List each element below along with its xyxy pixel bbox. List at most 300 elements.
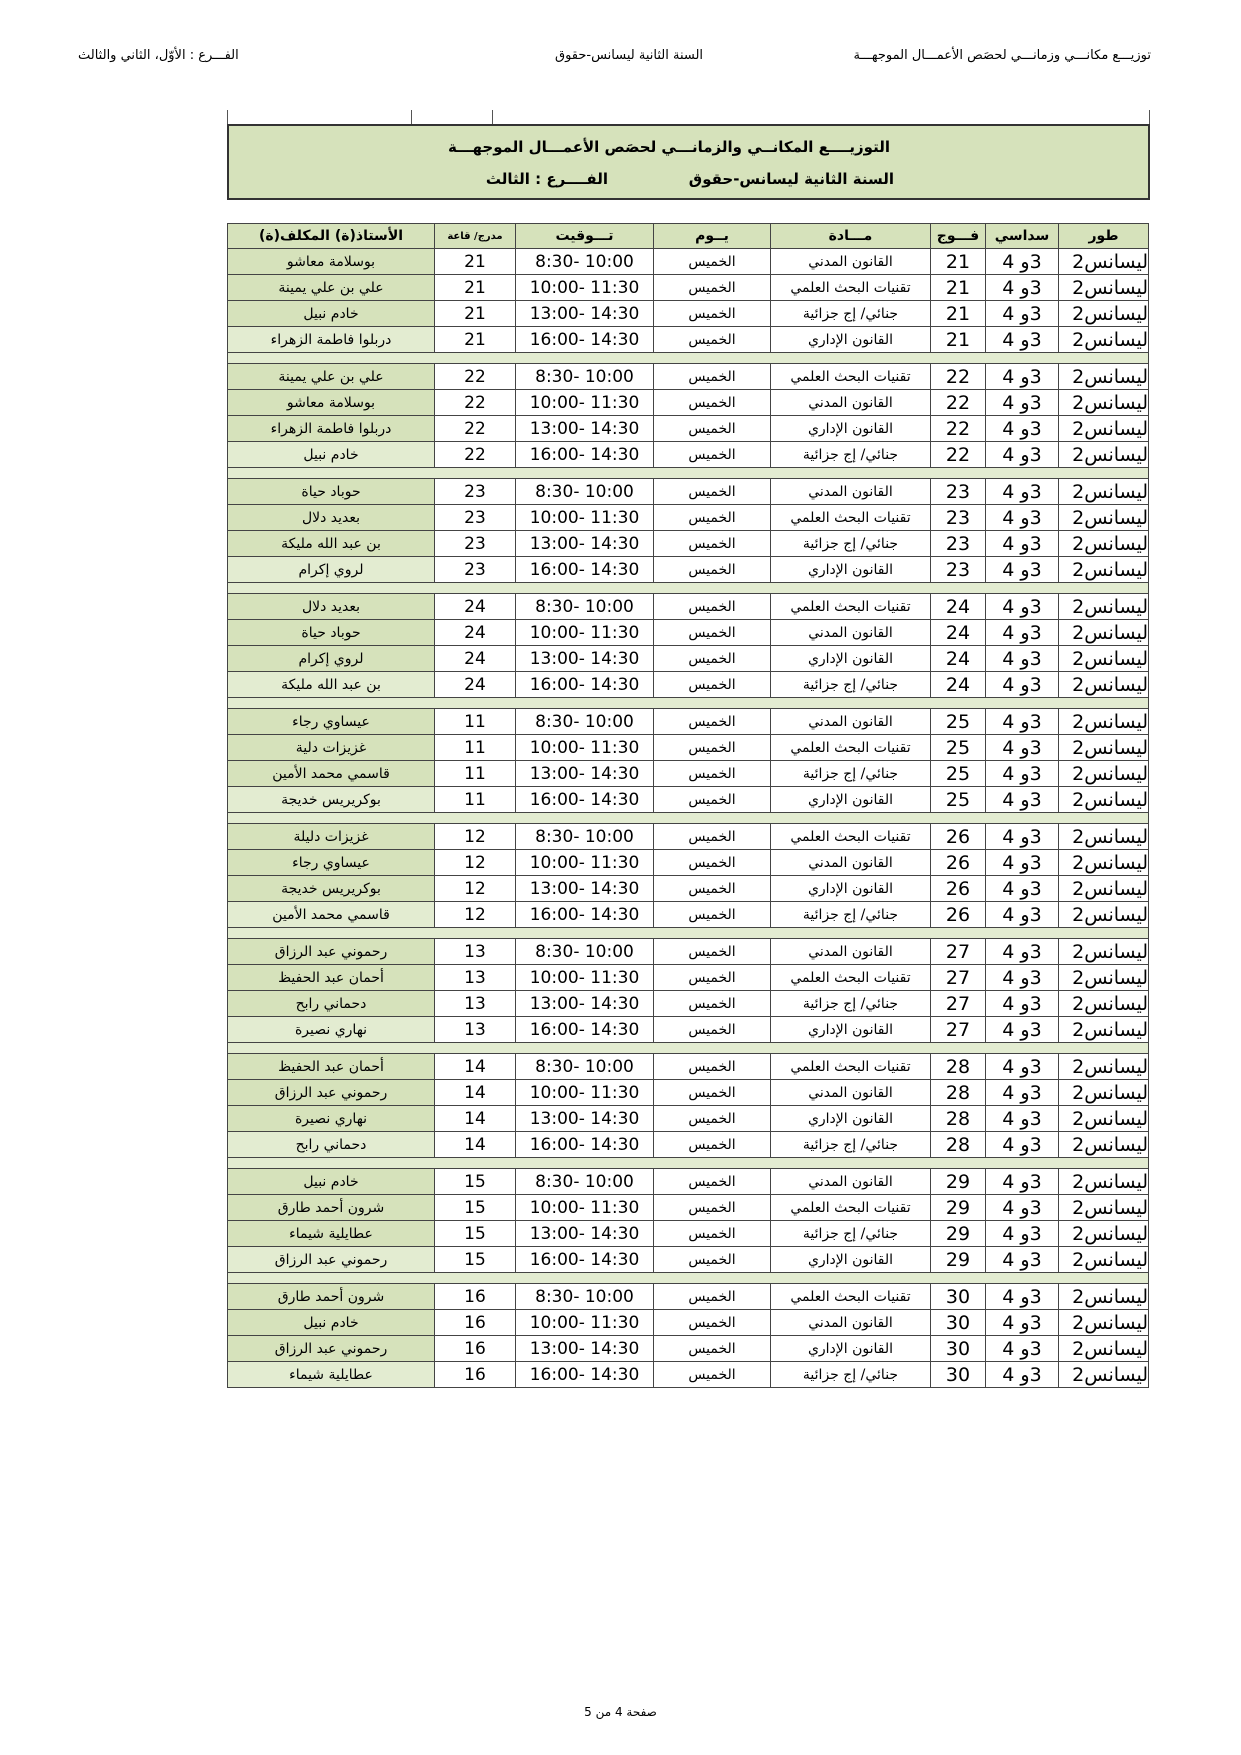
table-row bbox=[228, 1284, 1149, 1310]
cell-fawj: 26 bbox=[931, 850, 986, 876]
cell-room: 16 bbox=[435, 1336, 516, 1362]
cell-semester: 3و 4 bbox=[986, 646, 1059, 672]
cell-day: الخميس bbox=[654, 787, 771, 813]
cell-semester: 3و 4 bbox=[986, 1132, 1059, 1158]
cell-professor: علي بن علي يمينة bbox=[228, 275, 435, 301]
cell-time: 10:00- 11:30 bbox=[516, 1080, 654, 1106]
title-year: السنة الثانية ليسانس-حقوق bbox=[688, 170, 894, 188]
cell-time: 8:30- 10:00 bbox=[516, 364, 654, 390]
cell-tawr: ليسانس2 bbox=[1059, 1284, 1149, 1310]
cell-semester: 3و 4 bbox=[986, 505, 1059, 531]
cell-fawj: 24 bbox=[931, 620, 986, 646]
header-branches: الفـــرع : الأوّل، الثاني والثالث bbox=[78, 48, 239, 63]
cell-room: 22 bbox=[435, 390, 516, 416]
cell-day: الخميس bbox=[654, 390, 771, 416]
cell-professor: خادم نبيل bbox=[228, 442, 435, 468]
cell-professor: شرون أحمد طارق bbox=[228, 1195, 435, 1221]
cell-semester: 3و 4 bbox=[986, 364, 1059, 390]
cell-semester: 3و 4 bbox=[986, 1336, 1059, 1362]
cell-professor: رحموني عبد الرزاق bbox=[228, 1247, 435, 1273]
table-row bbox=[228, 1132, 1149, 1158]
cell-tawr: ليسانس2 bbox=[1059, 442, 1149, 468]
cell-day: الخميس bbox=[654, 327, 771, 353]
cell-time: 16:00- 14:30 bbox=[516, 327, 654, 353]
cell-room: 14 bbox=[435, 1106, 516, 1132]
cell-fawj: 27 bbox=[931, 1017, 986, 1043]
cell-semester: 3و 4 bbox=[986, 327, 1059, 353]
cell-professor: أحمان عبد الحفيظ bbox=[228, 1054, 435, 1080]
cell-subject: جنائي/ إج جزائية bbox=[771, 902, 931, 928]
table-row bbox=[228, 850, 1149, 876]
cell-day: الخميس bbox=[654, 249, 771, 275]
table-header-row bbox=[228, 224, 1149, 249]
cell-subject: تقنيات البحث العلمي bbox=[771, 1195, 931, 1221]
cell-room: 16 bbox=[435, 1310, 516, 1336]
table-top-stub bbox=[227, 110, 1150, 124]
cell-semester: 3و 4 bbox=[986, 850, 1059, 876]
table-row bbox=[228, 1054, 1149, 1080]
cell-fawj: 28 bbox=[931, 1054, 986, 1080]
cell-day: الخميس bbox=[654, 965, 771, 991]
cell-semester: 3و 4 bbox=[986, 390, 1059, 416]
group-separator bbox=[228, 583, 1149, 594]
cell-fawj: 29 bbox=[931, 1169, 986, 1195]
cell-professor: قاسمي محمد الأمين bbox=[228, 902, 435, 928]
cell-fawj: 29 bbox=[931, 1247, 986, 1273]
cell-room: 14 bbox=[435, 1054, 516, 1080]
cell-fawj: 23 bbox=[931, 479, 986, 505]
cell-day: الخميس bbox=[654, 646, 771, 672]
cell-subject: جنائي/ إج جزائية bbox=[771, 301, 931, 327]
table-row bbox=[228, 1017, 1149, 1043]
cell-fawj: 22 bbox=[931, 364, 986, 390]
cell-semester: 3و 4 bbox=[986, 876, 1059, 902]
col-header-professor: الأستاذ(ة) المكلف(ة) bbox=[228, 224, 435, 249]
cell-professor: عطايلية شيماء bbox=[228, 1362, 435, 1388]
cell-tawr: ليسانس2 bbox=[1059, 824, 1149, 850]
table-row bbox=[228, 939, 1149, 965]
col-header-semester: سداسي bbox=[986, 224, 1059, 249]
cell-fawj: 22 bbox=[931, 442, 986, 468]
cell-fawj: 26 bbox=[931, 876, 986, 902]
col-header-fawj: فـــوج bbox=[931, 224, 986, 249]
cell-professor: بوكريريس خديجة bbox=[228, 787, 435, 813]
cell-subject: جنائي/ إج جزائية bbox=[771, 1221, 931, 1247]
cell-day: الخميس bbox=[654, 939, 771, 965]
col-header-subject: مـــادة bbox=[771, 224, 931, 249]
cell-fawj: 25 bbox=[931, 787, 986, 813]
cell-professor: بوكريريس خديجة bbox=[228, 876, 435, 902]
cell-tawr: ليسانس2 bbox=[1059, 1169, 1149, 1195]
cell-semester: 3و 4 bbox=[986, 1221, 1059, 1247]
cell-fawj: 28 bbox=[931, 1132, 986, 1158]
table-row bbox=[228, 1106, 1149, 1132]
table-row bbox=[228, 1169, 1149, 1195]
cell-professor: لروي إكرام bbox=[228, 557, 435, 583]
cell-time: 16:00- 14:30 bbox=[516, 672, 654, 698]
cell-professor: دحماني رابح bbox=[228, 991, 435, 1017]
cell-subject: تقنيات البحث العلمي bbox=[771, 1054, 931, 1080]
col-header-time: تـــوقيت bbox=[516, 224, 654, 249]
cell-day: الخميس bbox=[654, 1080, 771, 1106]
cell-semester: 3و 4 bbox=[986, 1106, 1059, 1132]
cell-time: 13:00- 14:30 bbox=[516, 991, 654, 1017]
cell-semester: 3و 4 bbox=[986, 1284, 1059, 1310]
cell-subject: جنائي/ إج جزائية bbox=[771, 1132, 931, 1158]
cell-professor: بعديد دلال bbox=[228, 594, 435, 620]
table-row bbox=[228, 249, 1149, 275]
cell-day: الخميس bbox=[654, 301, 771, 327]
table-row bbox=[228, 902, 1149, 928]
table-row bbox=[228, 1310, 1149, 1336]
table-row bbox=[228, 735, 1149, 761]
cell-subject: القانون المدني bbox=[771, 249, 931, 275]
cell-time: 16:00- 14:30 bbox=[516, 1362, 654, 1388]
cell-room: 14 bbox=[435, 1080, 516, 1106]
cell-tawr: ليسانس2 bbox=[1059, 1221, 1149, 1247]
table-row bbox=[228, 301, 1149, 327]
table-row bbox=[228, 390, 1149, 416]
cell-tawr: ليسانس2 bbox=[1059, 1310, 1149, 1336]
cell-semester: 3و 4 bbox=[986, 1362, 1059, 1388]
cell-subject: القانون الإداري bbox=[771, 787, 931, 813]
cell-professor: رحموني عبد الرزاق bbox=[228, 939, 435, 965]
cell-day: الخميس bbox=[654, 531, 771, 557]
cell-semester: 3و 4 bbox=[986, 531, 1059, 557]
header-year: السنة الثانية ليسانس-حقوق bbox=[555, 48, 704, 63]
cell-room: 11 bbox=[435, 735, 516, 761]
cell-subject: جنائي/ إج جزائية bbox=[771, 1362, 931, 1388]
cell-tawr: ليسانس2 bbox=[1059, 301, 1149, 327]
table-row bbox=[228, 531, 1149, 557]
cell-fawj: 22 bbox=[931, 390, 986, 416]
cell-tawr: ليسانس2 bbox=[1059, 1132, 1149, 1158]
cell-room: 24 bbox=[435, 672, 516, 698]
group-separator bbox=[228, 353, 1149, 364]
cell-room: 21 bbox=[435, 275, 516, 301]
cell-subject: القانون المدني bbox=[771, 479, 931, 505]
cell-day: الخميس bbox=[654, 505, 771, 531]
cell-day: الخميس bbox=[654, 1310, 771, 1336]
table-row bbox=[228, 327, 1149, 353]
cell-semester: 3و 4 bbox=[986, 824, 1059, 850]
cell-tawr: ليسانس2 bbox=[1059, 672, 1149, 698]
table-row bbox=[228, 364, 1149, 390]
cell-time: 10:00- 11:30 bbox=[516, 965, 654, 991]
cell-subject: جنائي/ إج جزائية bbox=[771, 761, 931, 787]
cell-tawr: ليسانس2 bbox=[1059, 505, 1149, 531]
cell-time: 8:30- 10:00 bbox=[516, 594, 654, 620]
cell-subject: تقنيات البحث العلمي bbox=[771, 824, 931, 850]
cell-tawr: ليسانس2 bbox=[1059, 531, 1149, 557]
cell-room: 23 bbox=[435, 505, 516, 531]
cell-day: الخميس bbox=[654, 824, 771, 850]
cell-day: الخميس bbox=[654, 1017, 771, 1043]
cell-subject: القانون الإداري bbox=[771, 1336, 931, 1362]
cell-fawj: 21 bbox=[931, 275, 986, 301]
cell-room: 15 bbox=[435, 1247, 516, 1273]
cell-tawr: ليسانس2 bbox=[1059, 1362, 1149, 1388]
cell-day: الخميس bbox=[654, 1247, 771, 1273]
cell-semester: 3و 4 bbox=[986, 557, 1059, 583]
cell-tawr: ليسانس2 bbox=[1059, 850, 1149, 876]
cell-fawj: 24 bbox=[931, 594, 986, 620]
cell-time: 13:00- 14:30 bbox=[516, 876, 654, 902]
cell-time: 8:30- 10:00 bbox=[516, 939, 654, 965]
table-row bbox=[228, 416, 1149, 442]
table-row bbox=[228, 1195, 1149, 1221]
cell-subject: القانون الإداري bbox=[771, 1017, 931, 1043]
cell-fawj: 27 bbox=[931, 991, 986, 1017]
cell-fawj: 27 bbox=[931, 965, 986, 991]
cell-tawr: ليسانس2 bbox=[1059, 1054, 1149, 1080]
cell-room: 21 bbox=[435, 301, 516, 327]
cell-fawj: 30 bbox=[931, 1336, 986, 1362]
cell-time: 8:30- 10:00 bbox=[516, 709, 654, 735]
cell-subject: القانون الإداري bbox=[771, 327, 931, 353]
cell-time: 8:30- 10:00 bbox=[516, 1169, 654, 1195]
cell-time: 10:00- 11:30 bbox=[516, 735, 654, 761]
cell-room: 12 bbox=[435, 824, 516, 850]
cell-subject: القانون الإداري bbox=[771, 416, 931, 442]
cell-semester: 3و 4 bbox=[986, 965, 1059, 991]
table-row bbox=[228, 557, 1149, 583]
cell-time: 16:00- 14:30 bbox=[516, 1247, 654, 1273]
cell-tawr: ليسانس2 bbox=[1059, 709, 1149, 735]
cell-professor: بعديد دلال bbox=[228, 505, 435, 531]
table-row bbox=[228, 709, 1149, 735]
cell-day: الخميس bbox=[654, 991, 771, 1017]
cell-tawr: ليسانس2 bbox=[1059, 416, 1149, 442]
cell-time: 10:00- 11:30 bbox=[516, 390, 654, 416]
cell-professor: بن عبد الله مليكة bbox=[228, 672, 435, 698]
cell-time: 10:00- 11:30 bbox=[516, 1195, 654, 1221]
cell-professor: علي بن علي يمينة bbox=[228, 364, 435, 390]
cell-time: 13:00- 14:30 bbox=[516, 531, 654, 557]
cell-tawr: ليسانس2 bbox=[1059, 939, 1149, 965]
cell-room: 11 bbox=[435, 761, 516, 787]
cell-room: 23 bbox=[435, 557, 516, 583]
cell-semester: 3و 4 bbox=[986, 416, 1059, 442]
cell-professor: قاسمي محمد الأمين bbox=[228, 761, 435, 787]
cell-fawj: 30 bbox=[931, 1284, 986, 1310]
cell-room: 12 bbox=[435, 850, 516, 876]
cell-time: 10:00- 11:30 bbox=[516, 620, 654, 646]
cell-subject: القانون الإداري bbox=[771, 876, 931, 902]
cell-fawj: 23 bbox=[931, 531, 986, 557]
cell-tawr: ليسانس2 bbox=[1059, 1336, 1149, 1362]
cell-tawr: ليسانس2 bbox=[1059, 1080, 1149, 1106]
cell-time: 10:00- 11:30 bbox=[516, 850, 654, 876]
cell-semester: 3و 4 bbox=[986, 442, 1059, 468]
col-header-tawr: طور bbox=[1059, 224, 1149, 249]
cell-professor: عيساوي رجاء bbox=[228, 709, 435, 735]
cell-semester: 3و 4 bbox=[986, 991, 1059, 1017]
cell-semester: 3و 4 bbox=[986, 594, 1059, 620]
cell-subject: القانون المدني bbox=[771, 620, 931, 646]
cell-tawr: ليسانس2 bbox=[1059, 761, 1149, 787]
schedule-table bbox=[227, 223, 1149, 1388]
cell-time: 13:00- 14:30 bbox=[516, 1336, 654, 1362]
cell-semester: 3و 4 bbox=[986, 1017, 1059, 1043]
cell-day: الخميس bbox=[654, 1221, 771, 1247]
cell-day: الخميس bbox=[654, 594, 771, 620]
cell-day: الخميس bbox=[654, 1284, 771, 1310]
cell-day: الخميس bbox=[654, 709, 771, 735]
cell-tawr: ليسانس2 bbox=[1059, 327, 1149, 353]
cell-tawr: ليسانس2 bbox=[1059, 594, 1149, 620]
cell-professor: بوسلامة معاشو bbox=[228, 390, 435, 416]
cell-semester: 3و 4 bbox=[986, 735, 1059, 761]
cell-professor: حوباد حياة bbox=[228, 620, 435, 646]
cell-subject: تقنيات البحث العلمي bbox=[771, 735, 931, 761]
cell-semester: 3و 4 bbox=[986, 1080, 1059, 1106]
cell-day: الخميس bbox=[654, 761, 771, 787]
cell-tawr: ليسانس2 bbox=[1059, 620, 1149, 646]
cell-fawj: 23 bbox=[931, 557, 986, 583]
cell-day: الخميس bbox=[654, 275, 771, 301]
cell-professor: نهاري نصيرة bbox=[228, 1017, 435, 1043]
cell-fawj: 28 bbox=[931, 1080, 986, 1106]
cell-day: الخميس bbox=[654, 1054, 771, 1080]
cell-day: الخميس bbox=[654, 902, 771, 928]
cell-room: 12 bbox=[435, 876, 516, 902]
cell-fawj: 22 bbox=[931, 416, 986, 442]
cell-fawj: 30 bbox=[931, 1310, 986, 1336]
cell-subject: القانون الإداري bbox=[771, 1106, 931, 1132]
cell-subject: القانون المدني bbox=[771, 1080, 931, 1106]
cell-time: 13:00- 14:30 bbox=[516, 761, 654, 787]
cell-room: 12 bbox=[435, 902, 516, 928]
cell-professor: عطايلية شيماء bbox=[228, 1221, 435, 1247]
cell-tawr: ليسانس2 bbox=[1059, 249, 1149, 275]
group-separator bbox=[228, 928, 1149, 939]
cell-professor: غزيزات دليلة bbox=[228, 824, 435, 850]
cell-semester: 3و 4 bbox=[986, 249, 1059, 275]
table-row bbox=[228, 275, 1149, 301]
cell-subject: القانون الإداري bbox=[771, 1247, 931, 1273]
table-row bbox=[228, 965, 1149, 991]
cell-tawr: ليسانس2 bbox=[1059, 1247, 1149, 1273]
cell-subject: تقنيات البحث العلمي bbox=[771, 1284, 931, 1310]
cell-room: 15 bbox=[435, 1195, 516, 1221]
cell-day: الخميس bbox=[654, 1362, 771, 1388]
cell-room: 21 bbox=[435, 327, 516, 353]
cell-day: الخميس bbox=[654, 850, 771, 876]
cell-time: 8:30- 10:00 bbox=[516, 824, 654, 850]
cell-time: 8:30- 10:00 bbox=[516, 1054, 654, 1080]
cell-day: الخميس bbox=[654, 1132, 771, 1158]
cell-time: 16:00- 14:30 bbox=[516, 557, 654, 583]
cell-time: 10:00- 11:30 bbox=[516, 275, 654, 301]
cell-subject: جنائي/ إج جزائية bbox=[771, 531, 931, 557]
cell-time: 10:00- 11:30 bbox=[516, 1310, 654, 1336]
cell-semester: 3و 4 bbox=[986, 902, 1059, 928]
cell-subject: تقنيات البحث العلمي bbox=[771, 505, 931, 531]
group-separator bbox=[228, 813, 1149, 824]
cell-subject: القانون المدني bbox=[771, 709, 931, 735]
cell-tawr: ليسانس2 bbox=[1059, 390, 1149, 416]
cell-day: الخميس bbox=[654, 1106, 771, 1132]
cell-room: 21 bbox=[435, 249, 516, 275]
cell-tawr: ليسانس2 bbox=[1059, 275, 1149, 301]
header-document-title: توزيـــع مكانـــي وزمانـــي لحصَص الأعمـــال الموجهـــة bbox=[853, 48, 1151, 63]
cell-fawj: 21 bbox=[931, 301, 986, 327]
cell-tawr: ليسانس2 bbox=[1059, 787, 1149, 813]
cell-fawj: 29 bbox=[931, 1221, 986, 1247]
cell-tawr: ليسانس2 bbox=[1059, 646, 1149, 672]
cell-day: الخميس bbox=[654, 1336, 771, 1362]
cell-subject: القانون الإداري bbox=[771, 557, 931, 583]
cell-day: الخميس bbox=[654, 1195, 771, 1221]
cell-room: 11 bbox=[435, 709, 516, 735]
cell-tawr: ليسانس2 bbox=[1059, 479, 1149, 505]
cell-time: 13:00- 14:30 bbox=[516, 646, 654, 672]
table-row bbox=[228, 991, 1149, 1017]
cell-room: 13 bbox=[435, 939, 516, 965]
cell-semester: 3و 4 bbox=[986, 939, 1059, 965]
cell-professor: خادم نبيل bbox=[228, 1310, 435, 1336]
cell-tawr: ليسانس2 bbox=[1059, 1017, 1149, 1043]
table-row bbox=[228, 672, 1149, 698]
cell-fawj: 29 bbox=[931, 1195, 986, 1221]
table-row bbox=[228, 1336, 1149, 1362]
cell-room: 13 bbox=[435, 1017, 516, 1043]
cell-time: 16:00- 14:30 bbox=[516, 787, 654, 813]
table-row bbox=[228, 1247, 1149, 1273]
cell-room: 23 bbox=[435, 531, 516, 557]
cell-time: 16:00- 14:30 bbox=[516, 1017, 654, 1043]
cell-fawj: 23 bbox=[931, 505, 986, 531]
cell-professor: دربلوا فاطمة الزهراء bbox=[228, 327, 435, 353]
cell-tawr: ليسانس2 bbox=[1059, 876, 1149, 902]
cell-subject: القانون المدني bbox=[771, 850, 931, 876]
cell-fawj: 21 bbox=[931, 249, 986, 275]
cell-day: الخميس bbox=[654, 620, 771, 646]
cell-fawj: 25 bbox=[931, 735, 986, 761]
cell-time: 10:00- 11:30 bbox=[516, 505, 654, 531]
cell-day: الخميس bbox=[654, 876, 771, 902]
cell-tawr: ليسانس2 bbox=[1059, 991, 1149, 1017]
cell-fawj: 26 bbox=[931, 902, 986, 928]
cell-professor: لروي إكرام bbox=[228, 646, 435, 672]
cell-fawj: 24 bbox=[931, 646, 986, 672]
cell-room: 22 bbox=[435, 416, 516, 442]
cell-room: 11 bbox=[435, 787, 516, 813]
table-row bbox=[228, 1221, 1149, 1247]
cell-fawj: 28 bbox=[931, 1106, 986, 1132]
cell-room: 24 bbox=[435, 620, 516, 646]
col-header-day: يــوم bbox=[654, 224, 771, 249]
cell-semester: 3و 4 bbox=[986, 1247, 1059, 1273]
table-row bbox=[228, 442, 1149, 468]
table-row bbox=[228, 824, 1149, 850]
cell-room: 13 bbox=[435, 965, 516, 991]
cell-tawr: ليسانس2 bbox=[1059, 965, 1149, 991]
cell-day: الخميس bbox=[654, 364, 771, 390]
cell-semester: 3و 4 bbox=[986, 761, 1059, 787]
cell-room: 15 bbox=[435, 1169, 516, 1195]
cell-day: الخميس bbox=[654, 557, 771, 583]
cell-professor: رحموني عبد الرزاق bbox=[228, 1080, 435, 1106]
cell-professor: دربلوا فاطمة الزهراء bbox=[228, 416, 435, 442]
cell-professor: بوسلامة معاشو bbox=[228, 249, 435, 275]
page-number: صفحة 4 من 5 bbox=[584, 1705, 657, 1719]
cell-time: 13:00- 14:30 bbox=[516, 416, 654, 442]
cell-room: 23 bbox=[435, 479, 516, 505]
table-row bbox=[228, 876, 1149, 902]
cell-fawj: 21 bbox=[931, 327, 986, 353]
